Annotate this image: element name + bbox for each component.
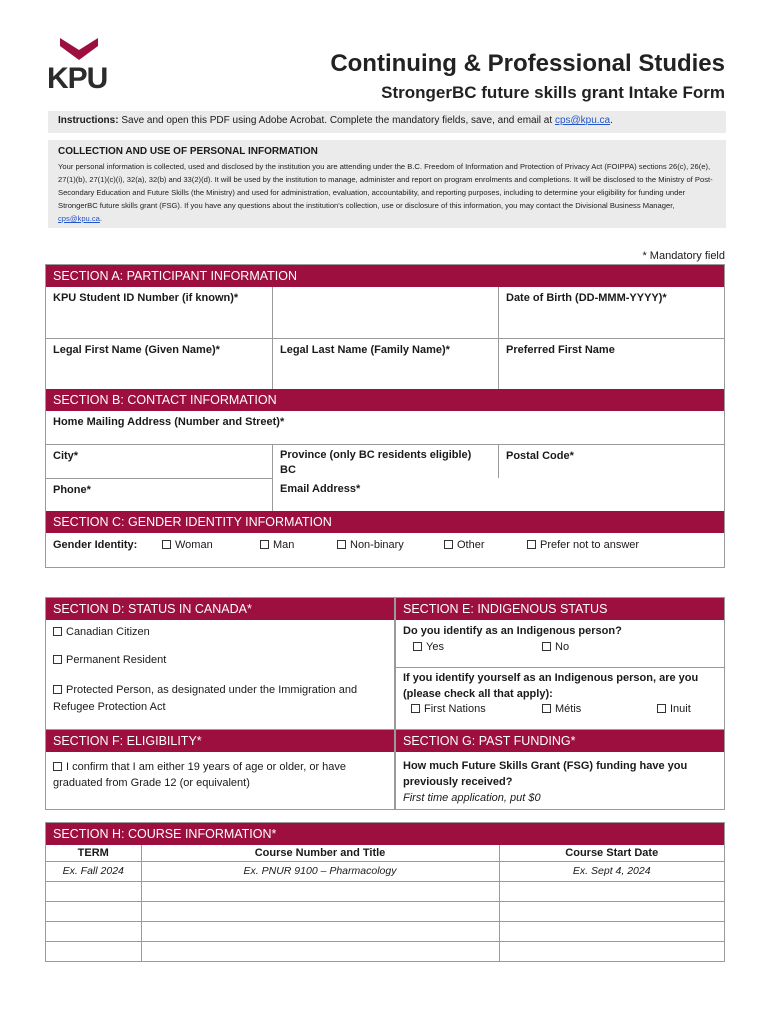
province-label: Province (only BC residents eligible) [280, 449, 472, 461]
indigenous-question: Do you identify as an Indigenous person? [403, 625, 622, 637]
table-row[interactable] [46, 881, 724, 901]
instructions-text: Save and open this PDF using Adobe Acrobat. Complete the mandatory fields, save, and email at [118, 115, 555, 126]
indigenous-inuit[interactable] [657, 703, 691, 715]
indigenous-group-question: If you identify yourself as an Indigenous person, are you (please check all that apply): [396, 667, 724, 702]
form-sections-a-c [45, 264, 725, 568]
indigenous-yes[interactable] [413, 641, 444, 653]
checkbox-icon[interactable] [657, 704, 666, 713]
instructions-label: Instructions: [58, 115, 119, 126]
email-field[interactable] [272, 478, 724, 511]
city-field[interactable] [46, 445, 272, 478]
option-label: No [555, 641, 570, 653]
indigenous-metis[interactable] [542, 703, 581, 715]
col-course: Course Number and Title [141, 845, 499, 861]
option-label: Woman [175, 539, 213, 551]
section-e [395, 597, 725, 730]
course-input[interactable] [141, 901, 499, 921]
checkbox-icon[interactable] [53, 655, 62, 664]
table-row[interactable] [46, 941, 724, 961]
option-label: Inuit [670, 703, 691, 715]
col-term: TERM [46, 845, 141, 861]
eligibility-confirm[interactable] [53, 759, 388, 791]
course-input[interactable] [141, 921, 499, 941]
option-label: Non-binary [350, 539, 404, 551]
course-input[interactable] [141, 881, 499, 901]
privacy-box [48, 140, 726, 228]
section-d-header: SECTION D: STATUS IN CANADA* [46, 598, 394, 620]
gender-option-man[interactable] [260, 539, 294, 551]
checkbox-icon[interactable] [162, 540, 171, 549]
phone-label: Phone* [53, 484, 91, 496]
last-name-label: Legal Last Name (Family Name)* [280, 344, 450, 356]
province-value: BC [280, 464, 296, 476]
first-name-field[interactable] [46, 339, 272, 389]
start-date-input[interactable] [499, 901, 724, 921]
checkbox-icon[interactable] [411, 704, 420, 713]
option-label: Métis [555, 703, 582, 715]
privacy-body [58, 160, 716, 225]
address-field[interactable] [46, 411, 724, 444]
last-name-field[interactable] [272, 339, 498, 389]
page-title: Continuing & Professional Studies [330, 50, 725, 77]
dob-field[interactable] [498, 287, 724, 338]
example-start-date: Ex. Sept 4, 2024 [499, 861, 724, 881]
table-row[interactable] [46, 921, 724, 941]
privacy-end: . [99, 214, 103, 223]
option-label: Other [457, 539, 485, 551]
dob-label: Date of Birth (DD-MMM-YYYY)* [506, 292, 667, 304]
option-label: Canadian Citizen [66, 626, 150, 638]
gender-option-woman[interactable] [162, 539, 213, 551]
gender-label: Gender Identity: [53, 539, 138, 551]
first-name-label: Legal First Name (Given Name)* [53, 344, 220, 356]
status-option-citizen[interactable] [53, 626, 150, 638]
student-id-input-area[interactable] [272, 287, 498, 338]
checkbox-icon[interactable] [53, 762, 62, 771]
course-header-row [46, 845, 724, 861]
section-g-header: SECTION G: PAST FUNDING* [396, 730, 724, 752]
start-date-input[interactable] [499, 921, 724, 941]
col-start-date: Course Start Date [499, 845, 724, 861]
postal-code-field[interactable] [498, 445, 724, 478]
course-input[interactable] [141, 941, 499, 961]
email-label: Email Address* [280, 483, 361, 495]
term-input[interactable] [46, 921, 141, 941]
example-course: Ex. PNUR 9100 – Pharmacology [141, 861, 499, 881]
section-d [45, 597, 395, 730]
checkbox-icon[interactable] [337, 540, 346, 549]
start-date-input[interactable] [499, 941, 724, 961]
section-f-header: SECTION F: ELIGIBILITY* [46, 730, 394, 752]
option-label: Yes [426, 641, 444, 653]
postal-code-label: Postal Code* [506, 450, 574, 462]
course-table [46, 845, 724, 961]
section-b-header: SECTION B: CONTACT INFORMATION [46, 389, 724, 411]
student-id-label: KPU Student ID Number (if known)* [53, 292, 239, 304]
gender-option-non-binary[interactable] [337, 539, 404, 551]
section-h-header: SECTION H: COURSE INFORMATION* [46, 823, 724, 845]
option-label: Prefer not to answer [540, 539, 640, 551]
term-input[interactable] [46, 881, 141, 901]
indigenous-no[interactable] [542, 641, 569, 653]
privacy-email-link[interactable]: cps@kpu.ca [58, 214, 100, 223]
student-id-field[interactable] [46, 287, 272, 338]
section-f [45, 729, 395, 810]
instructions-email-link[interactable]: cps@kpu.ca [554, 115, 611, 126]
instructions-end: . [610, 115, 613, 126]
mandatory-note: * Mandatory field [642, 250, 725, 262]
option-label: Protected Person, as designated under the Immigration and Refugee Protection Act [53, 684, 358, 713]
gender-option-other[interactable] [444, 539, 485, 551]
province-field[interactable] [272, 445, 498, 478]
checkbox-icon[interactable] [53, 627, 62, 636]
status-option-pr[interactable] [53, 654, 166, 666]
checkbox-icon[interactable] [542, 704, 551, 713]
section-e-header: SECTION E: INDIGENOUS STATUS [396, 598, 724, 620]
privacy-title: COLLECTION AND USE OF PERSONAL INFORMATION [58, 146, 318, 157]
logo-text: KPU [47, 62, 108, 95]
option-label: First Nations [424, 703, 486, 715]
option-label: I confirm that I am either 19 years of age or older, or have graduated from Grade 12 (or equivalent) [53, 761, 347, 789]
term-input[interactable] [46, 941, 141, 961]
checkbox-icon[interactable] [260, 540, 269, 549]
section-a-header: SECTION A: PARTICIPANT INFORMATION [46, 265, 724, 287]
example-term: Ex. Fall 2024 [46, 861, 141, 881]
phone-field[interactable] [46, 478, 272, 511]
section-c-header: SECTION C: GENDER IDENTITY INFORMATION [46, 511, 724, 533]
option-label: Permanent Resident [66, 654, 167, 666]
table-row[interactable] [46, 901, 724, 921]
status-option-protected[interactable] [53, 682, 373, 716]
section-h [45, 822, 725, 962]
preferred-name-field[interactable] [498, 339, 724, 389]
checkbox-icon[interactable] [413, 642, 422, 651]
past-funding-example: First time application, put $0 [403, 792, 541, 804]
checkbox-icon[interactable] [444, 540, 453, 549]
preferred-name-label: Preferred First Name [506, 344, 615, 356]
page-subtitle: StrongerBC future skills grant Intake Form [381, 83, 725, 102]
past-funding-question: How much Future Skills Grant (FSG) funding have you previously received? [403, 760, 688, 788]
checkbox-icon[interactable] [527, 540, 536, 549]
section-g [395, 729, 725, 810]
option-label: Man [273, 539, 295, 551]
gender-option-prefer-not[interactable] [527, 539, 639, 551]
start-date-input[interactable] [499, 881, 724, 901]
instructions-box [48, 111, 726, 133]
address-label: Home Mailing Address (Number and Street)* [53, 416, 285, 428]
privacy-text: Your personal information is collected, used and disclosed by the institution you are attending under the B.C. Freedom of Information and Protection of Privacy Act (FOIPPA) sections 26(c), 26(e), 27(1)(b), 27(1)(c)(i), 32(a), 32(b) and 33(2)(d). It will be used by the institution to manage, administer and report on program enrolments and completions. It will be disclosed to the Ministry of Post-Secondary Education and Future Skills (the Ministry) and used for administration, evaluation, accountability, and reporting purposes, including to determine your eligibility for funding under StrongerBC future skills grant (FSG). If you have any questions about the institution's collection, use or disclosure of this information, you may contact the Divisional Business Manager, [58, 162, 713, 210]
checkbox-icon[interactable] [542, 642, 551, 651]
city-label: City* [53, 450, 79, 462]
course-example-row [46, 861, 724, 881]
term-input[interactable] [46, 901, 141, 921]
checkbox-icon[interactable] [53, 685, 62, 694]
indigenous-first-nations[interactable] [411, 703, 486, 715]
